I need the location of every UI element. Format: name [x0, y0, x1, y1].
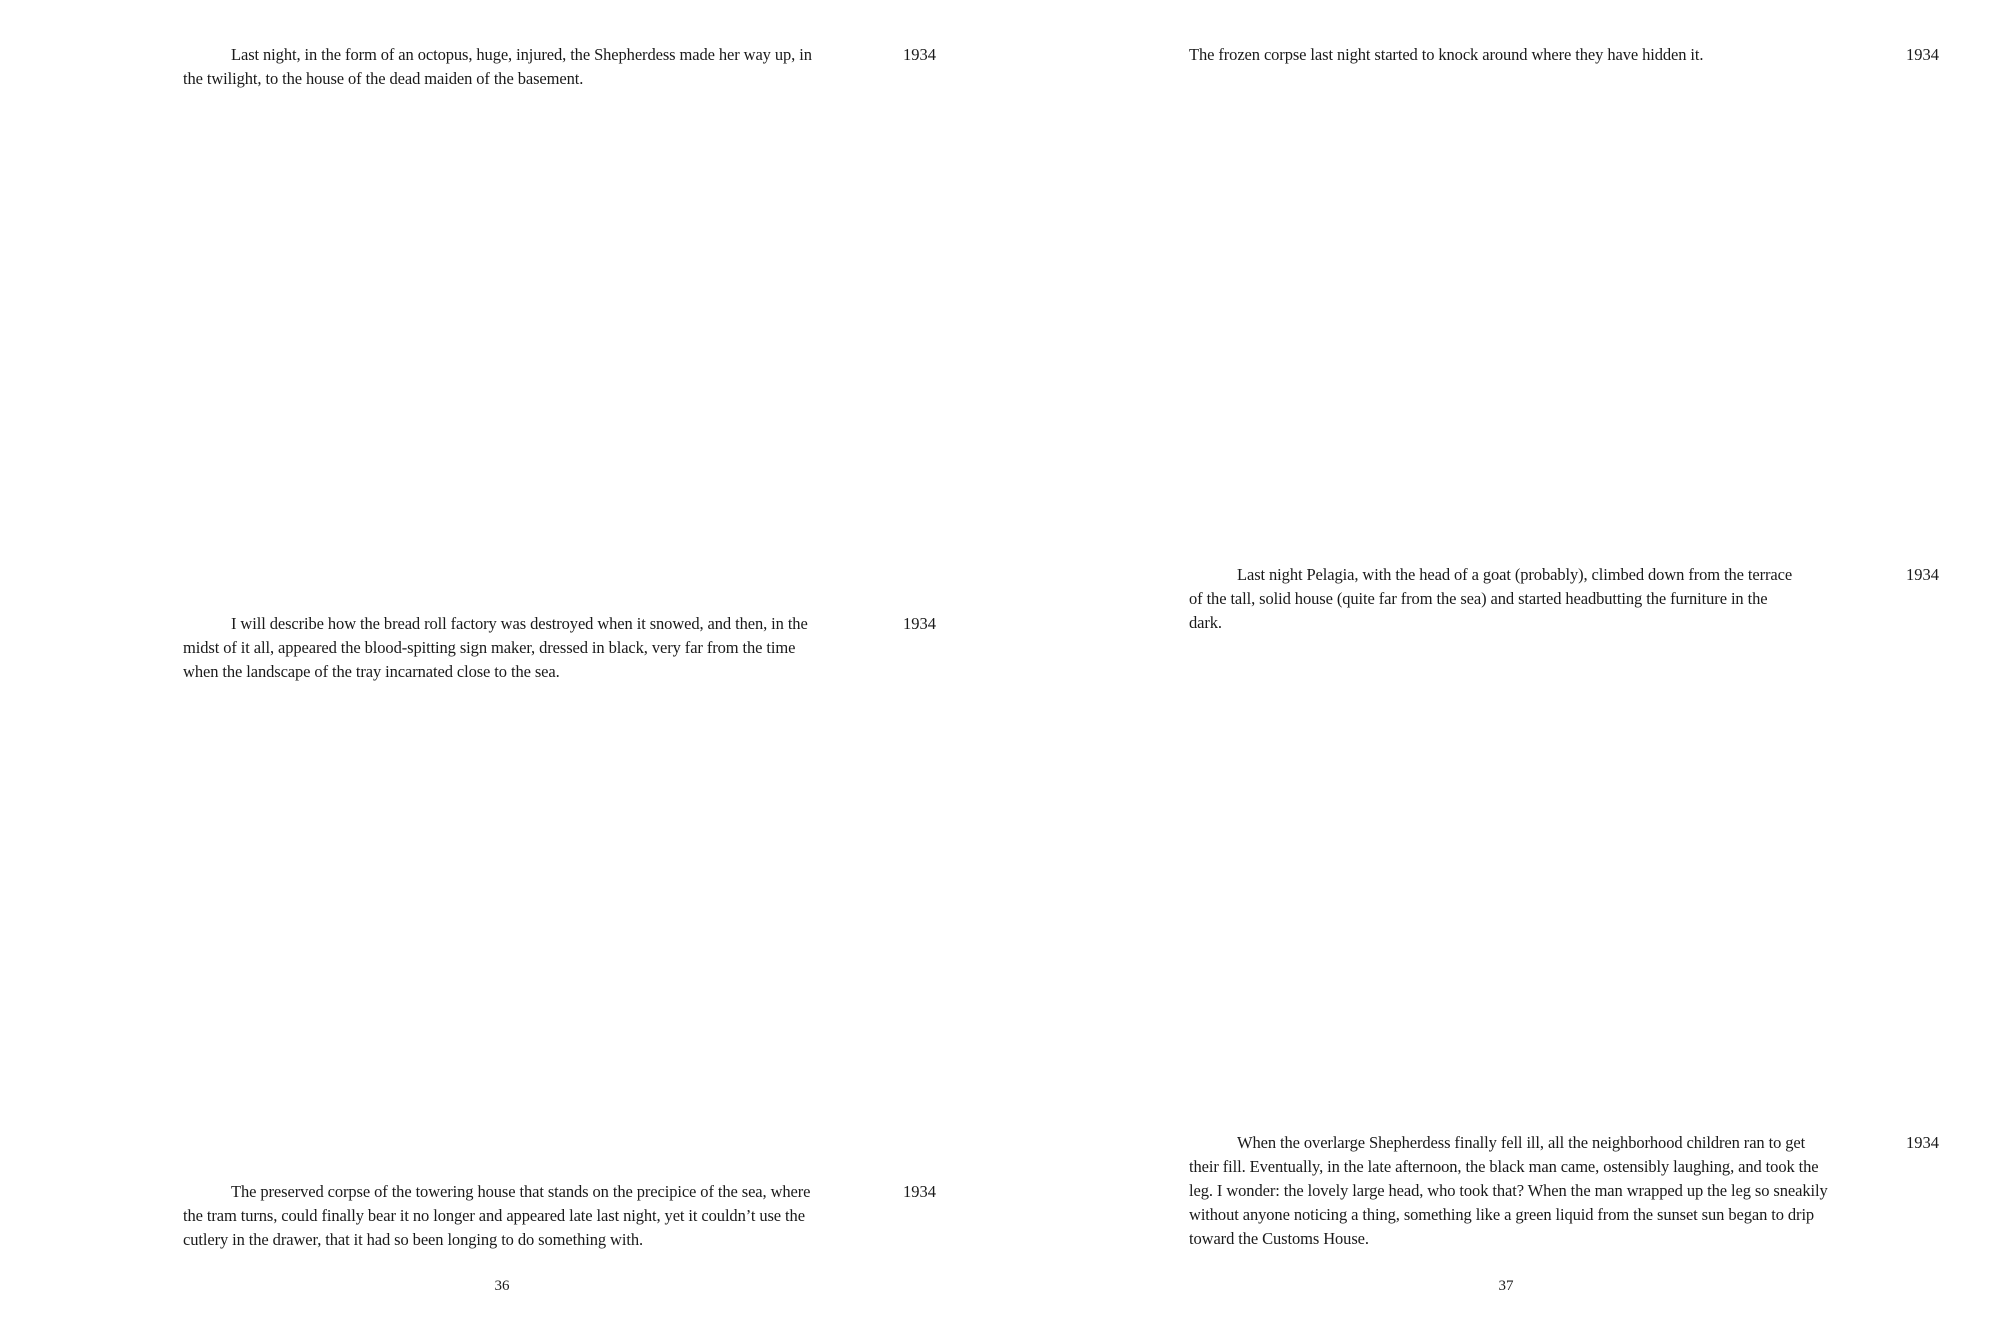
entry-year: 1934 [1906, 1133, 1939, 1152]
right-page [1000, 0, 2000, 1333]
entry-year: 1934 [1906, 45, 1939, 64]
entry-year: 1934 [903, 1182, 936, 1201]
entry-text: The frozen corpse last night started to knock around where they have hidden it. [1189, 45, 1704, 64]
entry-text: I will describe how the bread roll factory was destroyed when it snowed, and then, in the midst of it all, appeared the blood-spitting sign maker, dressed in black, very far from the time when the landscape of the tray incarnated close to the sea. [183, 614, 808, 681]
entry-text: Last night Pelagia, with the head of a goat (probably), climbed down from the terrace of the tall, solid house (quite far from the sea) and started headbutting the furniture in the dark. [1189, 565, 1793, 632]
entry-text: Last night, in the form of an octopus, huge, injured, the Shepherdess made her way up, in the twilight, to the house of the dead maiden of the basement. [183, 45, 812, 88]
page-number: 36 [494, 1278, 510, 1294]
page-number: 37 [1498, 1278, 1514, 1294]
entry-text: The preserved corpse of the towering house that stands on the precipice of the sea, where the tram turns, could finally bear it no longer and appeared late last night, yet it couldn’t use the cutlery in the drawer, that it had so been longing to do something with. [183, 1182, 811, 1249]
entry-year: 1934 [903, 614, 936, 633]
entry-text: When the overlarge Shepherdess finally fell ill, all the neighborhood children ran to get their fill. Eventually, in the late afternoon, the black man came, ostensibly laughing, and took the leg. I wonder: the lovely large head, who took that? When the man wrapped up the leg so sneakily without anyone noticing a thing, something like a green liquid from the sunset sun began to drip toward the Customs House. [1189, 1133, 1828, 1248]
entry-year: 1934 [903, 45, 936, 64]
entry-year: 1934 [1906, 565, 1939, 584]
